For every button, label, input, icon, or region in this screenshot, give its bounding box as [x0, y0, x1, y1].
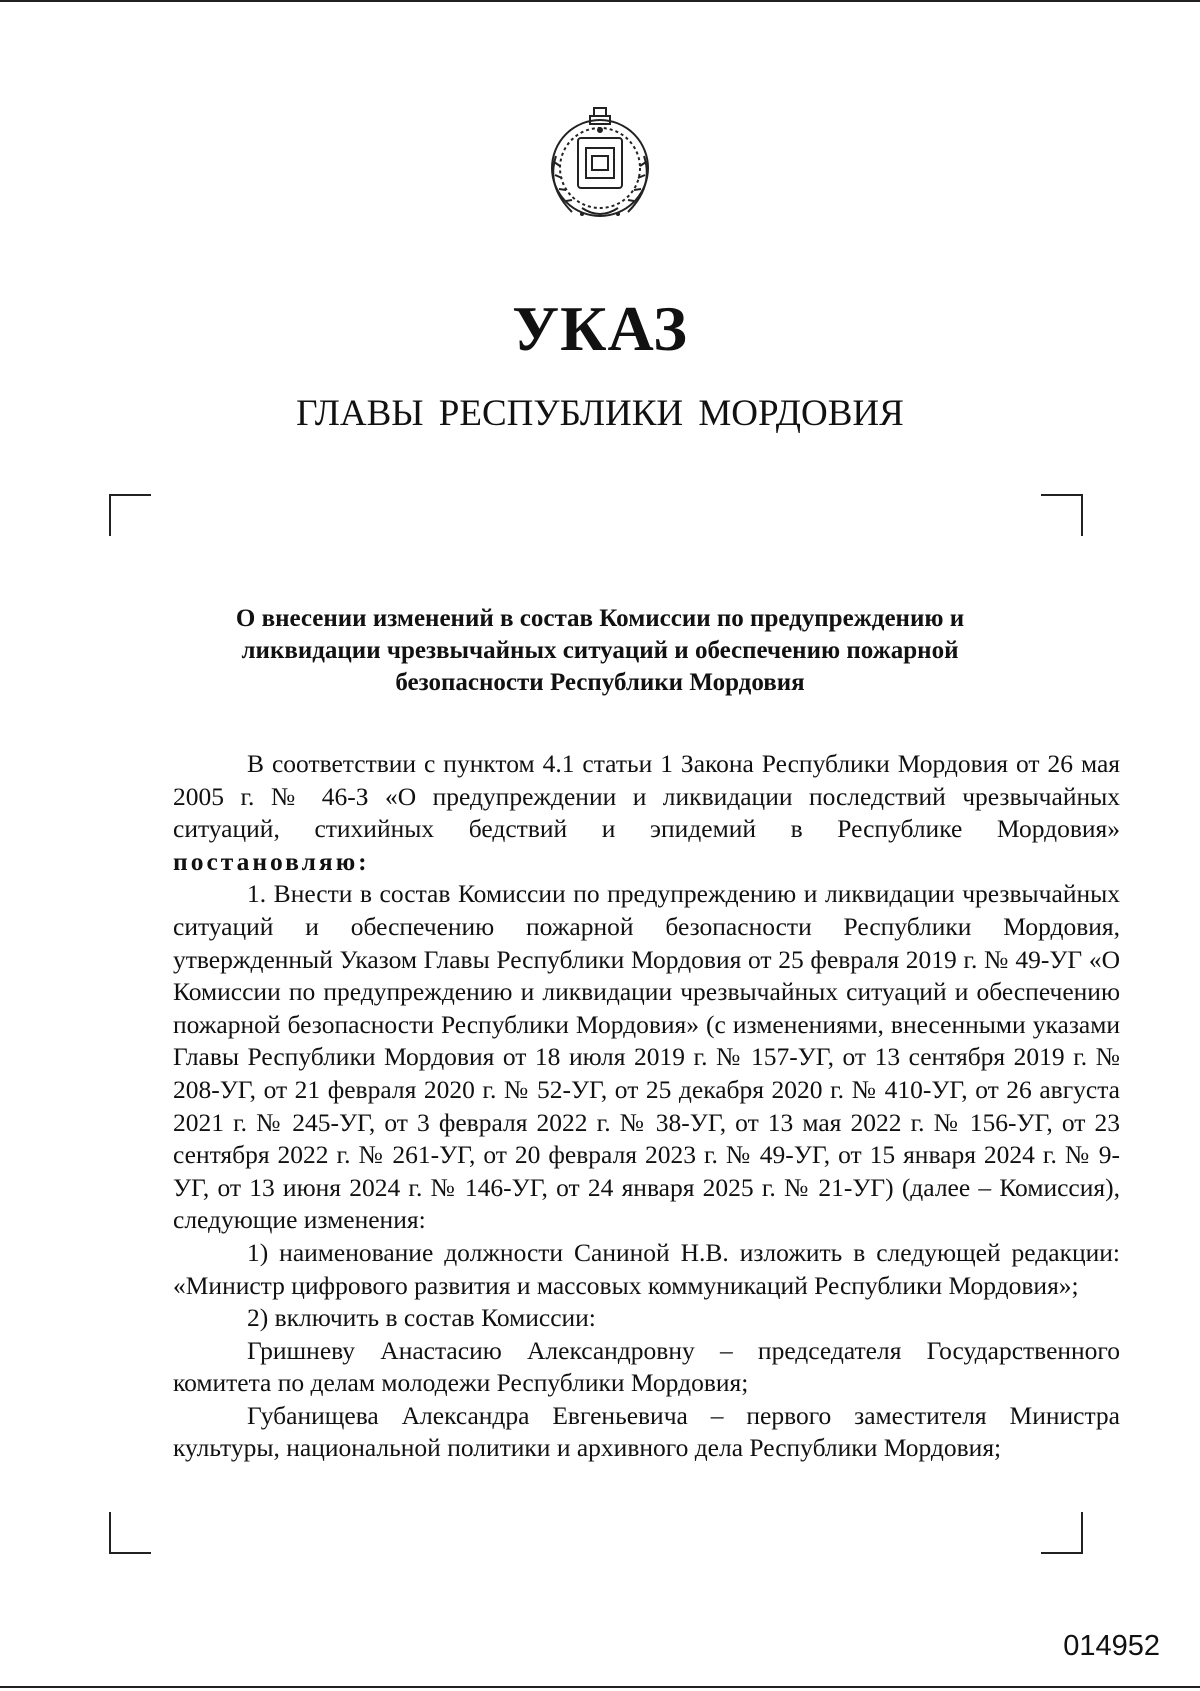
issuer-subtitle: ГЛАВЫ РЕСПУБЛИКИ МОРДОВИЯ	[296, 393, 904, 434]
decree-heading-line: О внесении изменений в состав Комиссии по предупреждению и	[235, 605, 965, 632]
subitem-1-paragraph: 1) наименование должности Саниной Н.В. изложить в следующей редакции: «Министр цифрового развития и массовых коммуникаций Республики Мордовия»;	[173, 1237, 1120, 1300]
decree-body	[173, 748, 1120, 1465]
bottom-border-line	[0, 1686, 1200, 1688]
corner-bracket-top-left	[109, 494, 151, 536]
corner-bracket-bottom-left	[109, 1512, 151, 1554]
corner-bracket-top-right	[1041, 494, 1083, 536]
decree-heading	[200, 603, 1000, 699]
corner-bracket-bottom-right	[1041, 1512, 1083, 1554]
member-paragraph: Гришневу Анастасию Александровну – председателя Государственного комитета по делам молодежи Республики Мордовия;	[173, 1335, 1120, 1398]
document-serial-number: 014952	[1063, 1630, 1160, 1662]
item-1-paragraph: 1. Внести в состав Комиссии по предупреждению и ликвидации чрезвычайных ситуаций и обеспечению пожарной безопасности Республики Мордовия, утвержденный Указом Главы Республики Мордовия от 25 февраля 2019 г. № 49-УГ «О Комиссии по предупреждению и ликвидации чрезвычайных ситуаций и обеспечению пожарной безопасности Республики Мордовия» (с изменениями, внесенными указами Главы Республики Мордовия от 18 июля 2019 г. № 157-УГ, от 13 сентября 2019 г. № 208-УГ, от 21 февраля 2020 г. № 52-УГ, от 25 декабря 2020 г. № 410-УГ, от 26 августа 2021 г. № 245-УГ, от 3 февраля 2022 г. № 38-УГ, от 13 мая 2022 г. № 156-УГ, от 23 сентября 2022 г. № 261-УГ, от 20 февраля 2023 г. № 49-УГ, от 15 января 2024 г. № 9-УГ, от 13 июня 2024 г. № 146-УГ, от 24 января 2025 г. № 21-УГ) (далее – Комиссия), следующие изменения:	[173, 879, 1120, 1235]
member-paragraph: Губанищева Александра Евгеньевича – первого заместителя Министра культуры, национальной политики и архивного дела Республики Мордовия;	[173, 1400, 1120, 1463]
top-border-line	[0, 0, 1200, 2]
coat-of-arms-emblem	[532, 96, 668, 232]
preamble-text: В соответствии с пунктом 4.1 статьи 1 Закона Республики Мордовия от 26 мая 2005 г. № 46-З «О предупреждении и ликвидации последствий чрезвычайных ситуаций, стихийных бедствий и эпидемий в Республике Мордовия»	[173, 749, 1120, 844]
decree-heading-line: безопасности Республики Мордовия	[395, 669, 805, 696]
document-type-title: УКАЗ	[512, 293, 688, 364]
subitem-2-paragraph: 2) включить в состав Комиссии:	[247, 1303, 596, 1333]
preamble-paragraph	[173, 748, 1120, 878]
decree-heading-line: ликвидации чрезвычайных ситуаций и обеспечению пожарной	[241, 637, 959, 664]
decree-word: постановляю:	[173, 846, 370, 876]
